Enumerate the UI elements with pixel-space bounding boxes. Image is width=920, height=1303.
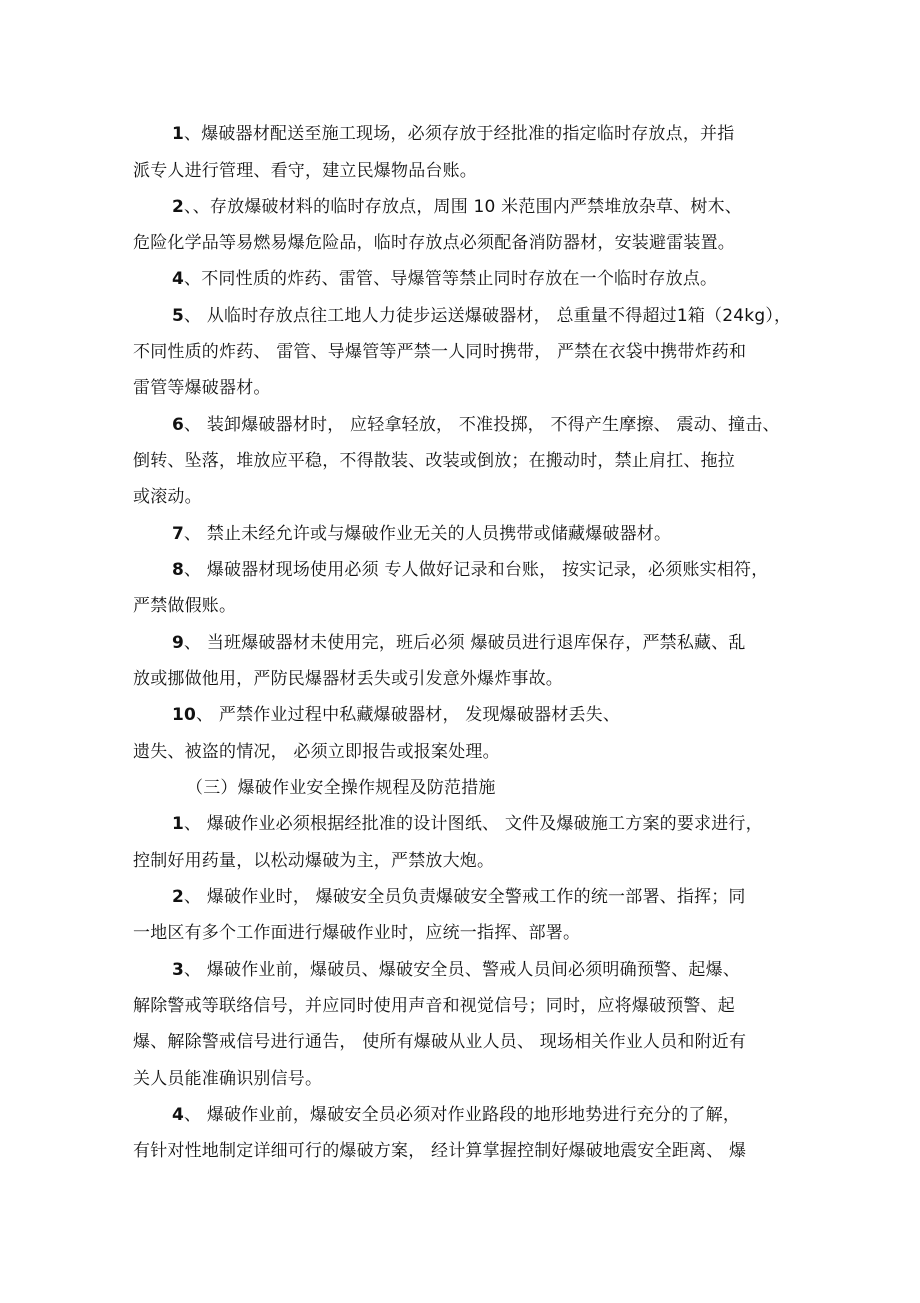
paragraph-line	[172, 196, 872, 218]
line-text: 、 爆破作业必须根据经批准的设计图纸、 文件及爆破施工方案的要求进行，	[184, 814, 763, 834]
line-text: （三）爆破作业安全操作规程及防范措施	[186, 778, 496, 798]
item-number: 4	[172, 1105, 185, 1125]
item-number: 8	[172, 560, 185, 580]
line-text: 、 禁止未经允许或与爆破作业无关的人员携带或储藏爆破器材。	[184, 524, 672, 544]
line-text: 、 爆破作业前，爆破员、爆破安全员、警戒人员间必须明确预警、起爆、	[184, 960, 741, 980]
paragraph-line	[172, 305, 872, 327]
paragraph-line	[133, 995, 833, 1017]
section-heading	[186, 777, 886, 799]
line-text: 严禁做假账。	[133, 596, 237, 616]
paragraph-line	[133, 160, 833, 182]
paragraph-line	[133, 450, 833, 472]
line-text: 倒转、坠落，堆放应平稳，不得散装、改装或倒放；在搬动时，禁止肩扛、拖拉	[133, 451, 735, 471]
paragraph-line	[133, 486, 833, 508]
line-text: 、 当班爆破器材未使用完，班后必须 爆破员进行退库保存，严禁私藏、乱	[184, 633, 746, 653]
paragraph-line	[133, 922, 833, 944]
line-text: 或滚动。	[133, 487, 202, 507]
item-number: 10	[172, 705, 197, 725]
line-text: 关人员能准确识别信号。	[133, 1069, 323, 1089]
line-text: 、 严禁作业过程中私藏爆破器材， 发现爆破器材丢失、	[196, 705, 621, 725]
line-text: 解除警戒等联络信号，并应同时使用声音和视觉信号；同时，应将爆破预警、起	[133, 996, 735, 1016]
paragraph-line	[172, 523, 872, 545]
item-number: 2	[172, 197, 185, 217]
paragraph-line	[172, 268, 872, 290]
line-text: 、 装卸爆破器材时， 应轻拿轻放， 不准投掷， 不得产生摩擦、 震动、撞击、	[184, 415, 780, 435]
item-number: 1	[172, 124, 185, 144]
item-number: 6	[172, 415, 185, 435]
paragraph-line	[172, 632, 872, 654]
paragraph-line	[172, 559, 872, 581]
line-text: 放或挪做他用，严防民爆器材丢失或引发意外爆炸事故。	[133, 669, 563, 689]
paragraph-line	[172, 959, 872, 981]
paragraph-line	[172, 123, 872, 145]
paragraph-line	[172, 1104, 872, 1126]
item-number: 9	[172, 633, 185, 653]
item-number: 5	[172, 306, 185, 326]
item-number: 3	[172, 960, 185, 980]
item-number: 7	[172, 524, 185, 544]
line-text: 遗失、被盗的情况， 必须立即报告或报案处理。	[133, 742, 500, 762]
item-number: 4	[172, 269, 185, 289]
paragraph-line	[133, 1068, 833, 1090]
paragraph-line	[133, 741, 833, 763]
line-text: 、、存放爆破材料的临时存放点，周围 10 米范围内严禁堆放杂草、树木、	[184, 197, 742, 217]
paragraph-line	[172, 813, 872, 835]
line-text: 一地区有多个工作面进行爆破作业时，应统一指挥、部署。	[133, 923, 581, 943]
paragraph-line	[172, 414, 872, 436]
paragraph-line	[133, 668, 833, 690]
paragraph-line	[172, 704, 872, 726]
line-text: 、 爆破作业前，爆破安全员必须对作业路段的地形地势进行充分的了解，	[184, 1105, 741, 1125]
line-text: 雷管等爆破器材。	[133, 378, 271, 398]
line-text: 有针对性地制定详细可行的爆破方案， 经计算掌握控制好爆破地震安全距离、 爆	[133, 1141, 747, 1161]
paragraph-line	[133, 1140, 833, 1162]
item-number: 2	[172, 887, 185, 907]
paragraph-line	[133, 232, 833, 254]
line-text: 、 爆破器材现场使用必须 专人做好记录和台账， 按实记录，必须账实相符，	[184, 560, 769, 580]
line-text: 、 从临时存放点往工地人力徒步运送爆破器材， 总重量不得超过1箱（24kg），	[184, 306, 792, 326]
line-text: 爆、解除警戒信号进行通告， 使所有爆破从业人员、 现场相关作业人员和附近有	[133, 1032, 747, 1052]
line-text: 不同性质的炸药、 雷管、导爆管等严禁一人同时携带， 严禁在衣袋中携带炸药和	[133, 342, 747, 362]
paragraph-line	[133, 1031, 833, 1053]
line-text: 、不同性质的炸药、雷管、导爆管等禁止同时存放在一个临时存放点。	[184, 269, 718, 289]
line-text: 危险化学品等易燃易爆危险品，临时存放点必须配备消防器材，安装避雷装置。	[133, 233, 735, 253]
paragraph-line	[172, 886, 872, 908]
paragraph-line	[133, 341, 833, 363]
line-text: 派专人进行管理、看守，建立民爆物品台账。	[133, 161, 477, 181]
paragraph-line	[133, 595, 833, 617]
line-text: 、爆破器材配送至施工现场，必须存放于经批准的指定临时存放点，并指	[184, 124, 735, 144]
line-text: 、 爆破作业时， 爆破安全员负责爆破安全警戒工作的统一部署、指挥；同	[184, 887, 746, 907]
paragraph-line	[133, 377, 833, 399]
paragraph-line	[133, 850, 833, 872]
line-text: 控制好用药量，以松动爆破为主，严禁放大炮。	[133, 851, 495, 871]
item-number: 1	[172, 814, 185, 834]
